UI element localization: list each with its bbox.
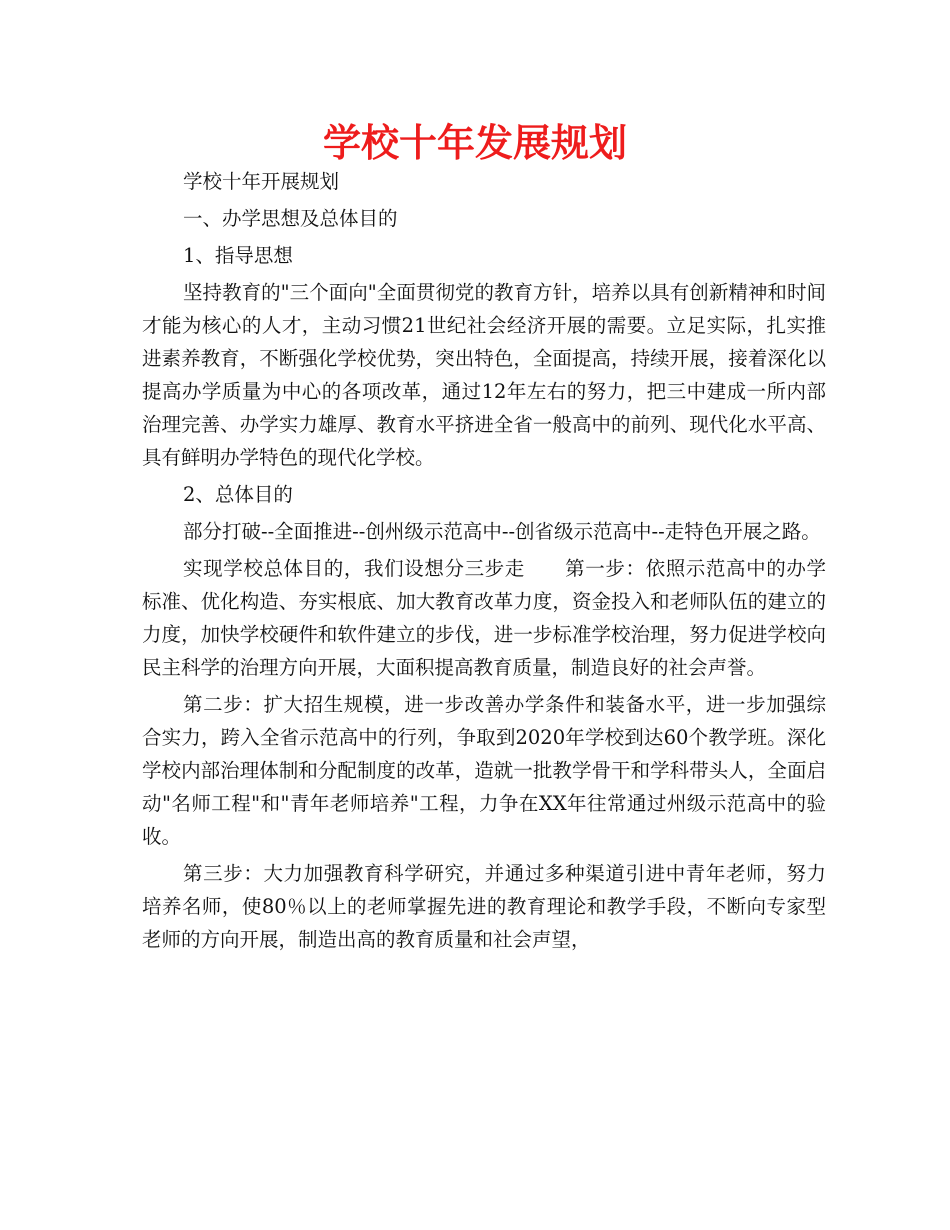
paragraph-section-heading: 一、办学思想及总体目的 <box>183 207 398 230</box>
document-title: 学校十年发展规划 <box>322 121 627 165</box>
paragraph-subtitle: 学校十年开展规划 <box>183 170 340 193</box>
paragraph-goal-text: 部分打破--全面推进--创州级示范高中--创省级示范高中--走特色开展之路。 <box>183 520 821 543</box>
paragraph-guiding-text: 坚持教育的"三个面向"全面贯彻党的教育方针，培养以具有创新精神和时间才能为核心的人才，主动习惯21世纪社会经济开展的需要。立足实际，扎实推进素养教育，不断强化学校优势，突出特色，全面提高，持续开展，接着深化以提高办学质量为中心的各项改革，通过12年左右的努力，把三中建成一所内部治理完善、办学实力雄厚、教育水平挤进全省一般高中的前列、现代化水平高、具有鲜明办学特色的现代化学校。 <box>142 281 826 469</box>
document-body <box>142 165 826 956</box>
paragraph-step-three: 第三步：大力加强教育科学研究，并通过多种渠道引进中青年老师，努力培养名师，使80％以上的老师掌握先进的教育理论和教学手段，不断向专家型老师的方向开展，制造出高的教育质量和社会声望， <box>142 862 826 951</box>
paragraph-subheading-guiding: 1、指导思想 <box>183 244 293 267</box>
paragraph-step-one: 实现学校总体目的，我们设想分三步走 第一步：依照示范高中的办学标准、优化构造、夯实根底、加大教育改革力度，资金投入和老师队伍的建立的力度，加快学校硬件和软件建立的步伐，进一步标准学校治理，努力促进学校向民主科学的治理方向开展，大面积提高教育质量，制造良好的社会声誉。 <box>142 557 826 679</box>
paragraph-step-two: 第二步：扩大招生规模，进一步改善办学条件和装备水平，进一步加强综合实力，跨入全省示范高中的行列，争取到2020年学校到达60个教学班。深化学校内部治理体制和分配制度的改革，造就一批教学骨干和学科带头人，全面启动"名师工程"和"青年老师培养"工程，力争在XX年往常通过州级示范高中的验收。 <box>142 693 826 848</box>
paragraph-subheading-goal: 2、总体目的 <box>183 483 293 506</box>
